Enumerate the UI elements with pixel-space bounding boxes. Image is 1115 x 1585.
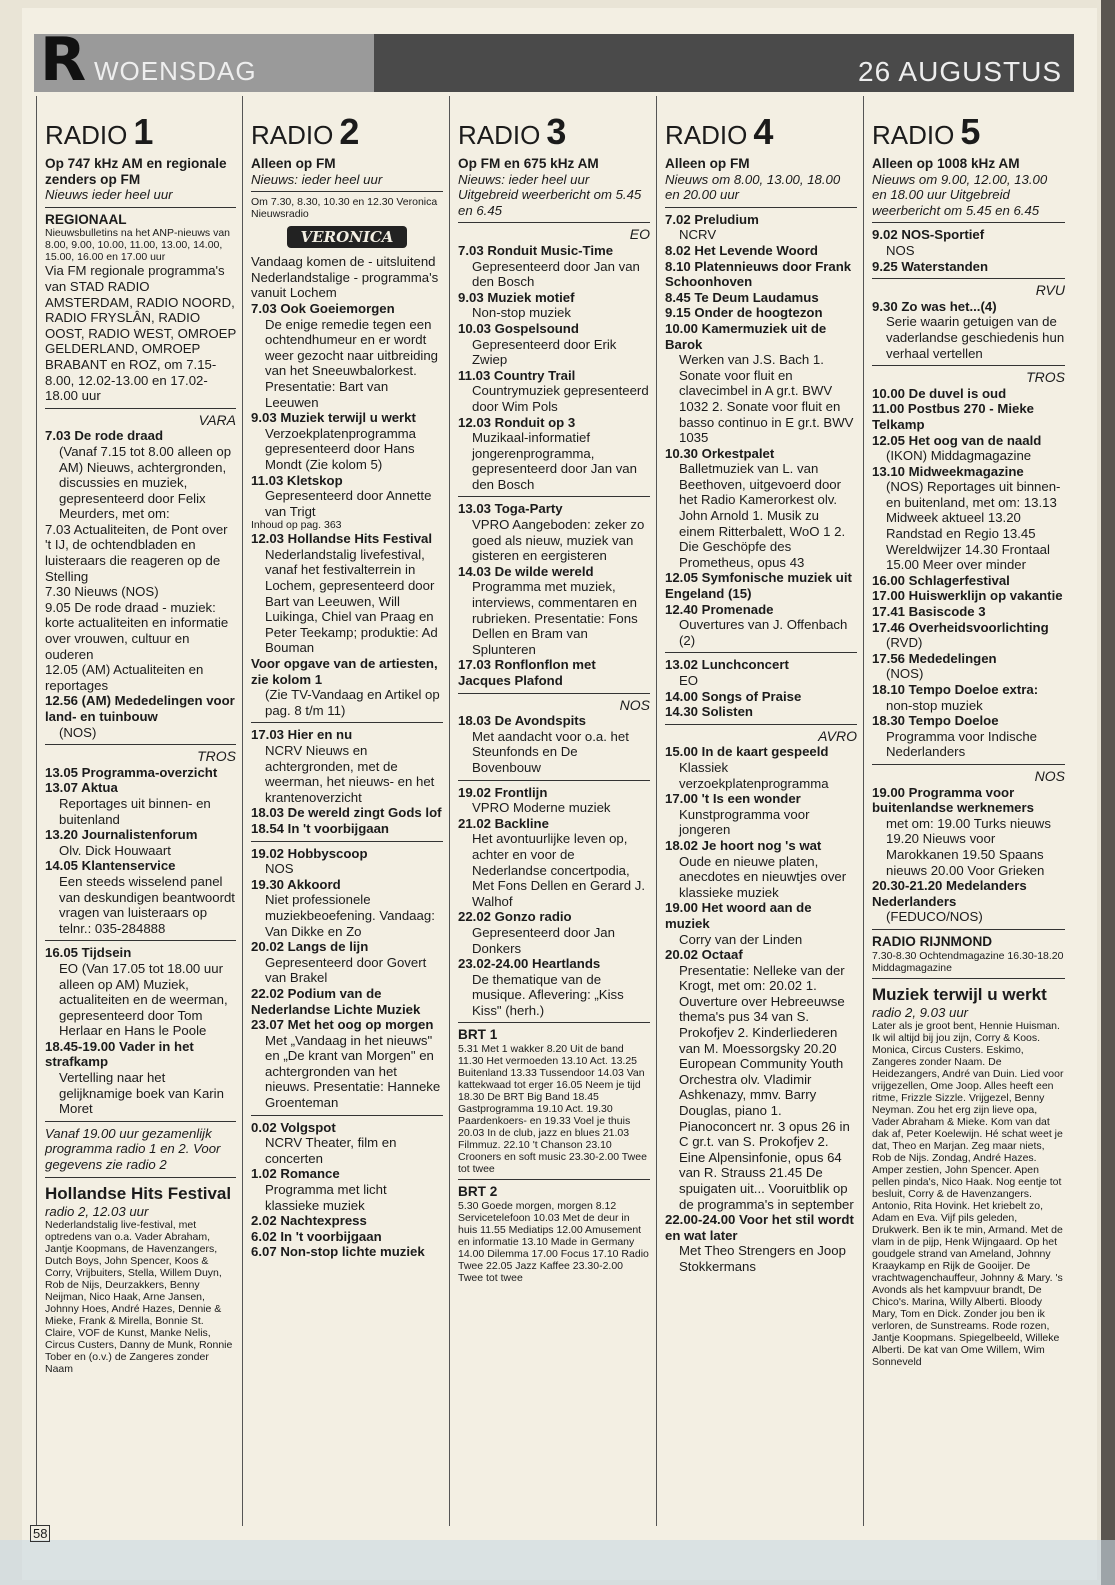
program-entry [872,401,1065,432]
program-title: 12.03 Ronduit op 3 [458,414,576,430]
radio-number: 2 [339,111,360,152]
program-description: (NOS) [886,666,924,682]
small-print: 5.31 Met 1 wakker 8.20 Uit de band 11.30 Het vermoeden 13.10 Act. 13.25 Buitenland 13.33 Tussendoor 14.03 Van kattekwaad tot erger 16.05 Neem je tijd 18.30 De BRT Big Band 18.45 Gastprogramma 19.10 Act. 19.30 Paardenkoers- en 19.33 Voel je thuis 20.03 In de club, jazz en blues 21.03 Filmmuz. 22.10 't Chanson 23.10 Crooners en soft music 23.30-2.00 Twee tot twee [458,1043,647,1176]
program-entry [872,604,1065,620]
program-title: 15.00 In de kaart gespeeld [665,744,829,760]
program-description: Een steeds wisselend panel van deskundigen beantwoordt vragen van luisteraars op telnr.: 035-284888 [59,873,235,936]
feature-title: Muziek terwijl u werkt [872,984,1047,1004]
program-entry [251,805,443,821]
news-info: radio 2, 12.03 uur [45,1203,149,1219]
program-entry [251,1229,443,1245]
program-entry [251,1166,443,1213]
broadcaster-label: NOS [1034,767,1065,784]
program-title: 9.02 NOS-Sportief [872,227,985,243]
program-title: 13.03 Toga-Party [458,501,563,517]
divider [872,278,1065,279]
news-info: Vanaf 19.00 uur gezamenlijk programma radio 1 en 2. Voor gegevens zie radio 2 [45,1125,221,1173]
program-entry [872,713,1065,760]
program-entry [458,564,650,658]
program-description: Vertelling naar het gelijknamige boek van Karin Moret [59,1070,224,1117]
day-header [34,25,1074,95]
program-entry [665,305,857,321]
radio-3-listings [458,156,650,1284]
program-title: 8.10 Platennieuws door Frank Schoonhoven [665,258,852,290]
program-entry [665,259,857,290]
divider [872,764,1065,765]
program-entry [458,713,650,775]
radio-4-listings [665,156,857,1275]
program-title: 6.07 Non-stop lichte muziek [251,1244,425,1260]
program-description: non-stop muziek [886,697,983,713]
program-title: 13.10 Midweekmagazine [872,463,1024,479]
program-title: 17.00 Huiswerklijn op vakantie [872,588,1063,604]
program-title: 22.02 Podium van de Nederlandse Lichte Muziek [251,985,421,1017]
divider [458,496,650,497]
program-entry [872,878,1065,925]
program-entry [665,602,857,649]
program-description: Klassiek verzoekplatenprogramma [679,759,829,791]
radio-1-listings [45,156,236,1375]
radio-5-listings [872,156,1065,1368]
program-entry [45,827,236,858]
program-description: Balletmuziek van L. van Beethoven, uitgevoerd door het Radio Kamerorkest olv. John Arnold 1. Musik zu einem Ritterbalett, WoO 1 2. Die Geschöpfe des Prometheus, opus 43 [679,461,846,570]
program-entry [458,368,650,415]
news-info: Nieuws: ieder heel uur Uitgebreid weerbericht om 5.45 en 6.45 [458,171,642,218]
radio-number: 3 [546,111,567,152]
radio-1-column [36,96,243,1526]
program-description: Gepresenteerd door Govert van Brakel [265,954,427,986]
broadcaster-label: NOS [619,696,650,713]
page-number: 58 [30,1525,50,1542]
program-entry [665,321,857,446]
divider [458,780,650,781]
radio-label: RADIO [45,120,128,150]
divider [45,1177,236,1178]
news-info: radio 2, 9.03 uur [872,1004,969,1020]
program-title: 18.02 Je hoort nog 's wat [665,837,822,853]
program-description: Verzoekplatenprogramma gepresenteerd door Hans Mondt (Zie kolom 5) [265,425,417,472]
program-title: 13.05 Programma-overzicht [45,764,218,780]
divider [458,222,650,223]
program-title: 10.03 Gospelsound [458,320,579,336]
program-entry [251,531,443,656]
small-print: 5.30 Goede morgen, morgen 8.12 Servicetelefoon 10.03 Met de deur in huis 11.55 Mediatips 12.00 Amusement en informatie 13.10 Made in Germany 14.00 Dilemma 17.00 Focus 17.10 Radio Twee 22.05 Jazz Kaffee 23.30-2.00 Twee tot twee [458,1199,649,1284]
program-title: 20.30-21.20 Medelanders Nederlanders [872,878,1027,909]
program-entry [665,570,857,601]
program-entry [872,227,1065,258]
program-description: EO (Van 17.05 tot 18.00 uur alleen op AM) Muziek, actualiteiten en de weerman, gepresenteerd door Tom Herlaar en Hans le Poole [59,960,228,1039]
program-title: 19.00 Het woord aan de muziek [665,900,812,931]
program-entry [45,1039,236,1117]
program-entry [458,909,650,956]
divider [872,222,1065,223]
program-title: 17.03 Hier en nu [251,727,353,743]
program-title: 19.02 Frontlijn [458,784,548,800]
listing-text: Vandaag komen de - uitsluitend Nederlandstalige - programma's vanuit Lochem [251,254,439,301]
program-title: 10.00 De duvel is oud [872,385,1007,401]
divider [458,693,650,694]
program-title: 8.45 Te Deum Laudamus [665,289,819,305]
divider [45,744,236,745]
program-entry [665,704,857,720]
program-title: 17.03 Ronflonflon met Jacques Plafond [458,657,596,688]
program-title: 16.00 Schlagerfestival [872,572,1010,588]
broadcaster-label: EO [629,226,650,243]
radio-4-column [657,96,864,1526]
small-print: Inhoud op pag. 363 [251,519,342,532]
program-entry [665,446,857,571]
program-title: 18.10 Tempo Doeloe extra: [872,682,1039,697]
program-entry [665,838,857,900]
program-title: 18.54 In 't voorbijgaan [251,820,389,836]
divider [251,722,443,723]
program-entry [665,744,857,791]
program-title: Voor opgave van de artiesten, zie kolom 1 [251,656,438,687]
program-title: 18.45-19.00 Vader in het strafkamp [45,1038,194,1070]
divider [251,1115,443,1116]
divider [251,841,443,842]
program-entry [458,785,650,816]
listing-text: 12.05 (AM) Actualiteiten en reportages [45,662,204,693]
frequency-info: Alleen op FM [251,156,336,171]
page-edge [1101,0,1115,1585]
program-description: (RVD) [886,635,923,651]
radio-2-listings [251,156,443,1260]
program-description: Muzikaal-informatief jongerenprogramma, gepresenteerd door Jan van den Bosch [472,430,637,492]
program-entry [45,693,236,740]
divider [45,408,236,409]
program-entry [872,651,1065,682]
program-description: Met Theo Strengers en Joop Stokkermans [679,1243,846,1274]
divider [251,191,443,192]
program-entry [665,900,857,947]
program-title: 7.03 Ook Goeiemorgen [251,300,395,316]
radio-number: 5 [960,111,981,152]
program-entry [665,1212,857,1274]
broadcaster-label: TROS [1026,369,1065,386]
radio-label: RADIO [251,120,334,150]
program-title: 23.02-24.00 Heartlands [458,956,601,972]
program-entry [458,657,650,688]
news-info: Nieuws ieder heel uur [45,187,173,203]
program-title: 12.05 Het oog van de naald [872,432,1042,448]
program-entry [458,956,650,1018]
program-title: 13.07 Aktua [45,780,118,796]
program-description: Serie waarin getuigen van de vaderlandse geschiedenis hun verhaal vertellen [886,314,1065,361]
program-title: 8.02 Het Levende Woord [665,242,818,258]
program-title: 7.03 Ronduit Music-Time [458,242,614,258]
program-title: 2.02 Nachtexpress [251,1213,367,1229]
program-title: 12.40 Promenade [665,601,774,617]
program-description: (NOS) [59,724,97,740]
program-title: 7.02 Preludium [665,211,759,227]
program-title: 18.03 De Avondspits [458,713,587,729]
program-description: Programma met muziek, interviews, commentaren en rubrieken. Presentatie: Fons Dellen en Bram van Splunteren [472,579,638,657]
program-title: 10.30 Orkestpalet [665,445,775,461]
program-title: 17.41 Basiscode 3 [872,604,986,620]
program-description: VPRO Moderne muziek [472,800,611,816]
program-entry [872,299,1065,361]
frequency-info: BRT 1 [458,1027,498,1043]
news-info: Nieuws om 9.00, 12.00, 13.00 en 18.00 uur Uitgebreid weerbericht om 5.45 en 6.45 [872,171,1048,218]
date-label: 26 AUGUSTUS [858,56,1062,87]
divider [665,652,857,653]
background-strip [0,1540,1115,1585]
listing-text: 7.30 Nieuws (NOS) [45,584,159,600]
program-entry [45,765,236,781]
program-entry [251,986,443,1017]
broadcaster-label: VARA [198,411,236,428]
program-entry [872,464,1065,573]
radio-label: RADIO [458,120,541,150]
program-description: NCRV Nieuws en achtergronden, met de weerman, het nieuws- en het krantenoverzicht [265,743,435,805]
program-description: VPRO Aangeboden: zeker zo goed als nieuw, muziek van gisteren en eergisteren [472,517,645,564]
program-entry [45,780,236,827]
radio-5-heading [872,96,1065,156]
program-entry [458,816,650,910]
program-entry [251,1120,443,1167]
program-title: 19.30 Akkoord [251,876,341,892]
program-description: NOS [265,861,294,877]
program-description: NOS [886,242,915,258]
radio-2-column [243,96,450,1526]
program-entry [872,588,1065,604]
program-title: 14.05 Klantenservice [45,858,176,874]
small-print: Nieuwsbulletins na het ANP-nieuws van 8.00, 9.00, 10.00, 11.00, 13.00, 14.00, 15.00, 16.00 en 17.00 uur [45,227,231,264]
divider [665,207,857,208]
program-entry [251,656,443,718]
radio-2-heading [251,96,443,156]
program-title: 17.46 Overheidsvoorlichting [872,619,1049,635]
program-title: 17.56 Mededelingen [872,650,997,666]
program-entry [872,785,1065,879]
program-entry [872,682,1065,713]
program-title: 9.30 Zo was het...(4) [872,298,997,314]
program-entry [872,386,1065,402]
program-entry [251,821,443,837]
program-description: Met „Vandaag in het nieuws" en „De krant van Morgen" en achtergronden van het nieuws. Presentatie: Hanneke Groenteman [265,1032,441,1111]
program-entry [251,473,443,520]
broadcaster-label: RVU [1035,282,1065,299]
program-description: De enige remedie tegen een ochtendhumeur en er wordt weer gezocht naar uitbreiding van het Sneeuwbalorkest. Presentatie: Bart van Leeuwen [265,316,439,410]
radio-label: RADIO [872,120,955,150]
program-title: 9.03 Muziek motief [458,289,575,305]
program-description: EO [679,673,699,688]
program-entry [665,947,857,1212]
program-title: 6.02 In 't voorbijgaan [251,1228,382,1244]
program-description: Programma met licht klassieke muziek [265,1182,387,1213]
program-title: 22.02 Gonzo radio [458,909,572,925]
program-title: 18.30 Tempo Doeloe [872,713,999,729]
program-description: (Vanaf 7.15 tot 8.00 alleen op AM) Nieuws, achtergronden, discussies en muziek, gepresenteerd door Felix Meurders, met om: [59,443,232,522]
program-title: 13.02 Lunchconcert [665,657,789,673]
program-entry [872,259,1065,275]
divider [458,1022,650,1023]
program-entry [45,428,236,522]
program-entry [45,945,236,1039]
broadcaster-label: AVRO [818,727,857,744]
divider [665,724,857,725]
radio-5-column [864,96,1071,1526]
radio-columns [36,96,1071,1526]
program-description: Gepresenteerd door Jan Donkers [472,924,615,956]
divider [872,929,1065,930]
program-entry [665,290,857,306]
program-title: 23.07 Met het oog op morgen [251,1017,434,1033]
program-entry [872,433,1065,464]
program-entry [251,877,443,939]
program-entry [251,410,443,472]
divider [872,978,1065,979]
program-description: met om: 19.00 Turks nieuws 19.20 Nieuws voor Marokkanen 19.50 Spaans nieuws 20.00 Voor Grieken [886,815,1051,878]
program-title: 21.02 Backline [458,815,549,831]
program-title: 11.00 Postbus 270 - Mieke Telkamp [872,401,1034,432]
program-title: 14.03 De wilde wereld [458,563,594,579]
program-title: 1.02 Romance [251,1166,340,1182]
small-print: Om 7.30, 8.30, 10.30 en 12.30 Veronica Nieuwsradio [251,196,438,221]
radio-3-column [450,96,657,1526]
listing-text: 9.05 De rode draad - muziek: korte actualiteiten en informatie over vrouwen, cultuur en ouderen [45,599,229,662]
program-entry [251,1244,443,1260]
radio-1-heading [45,96,236,156]
frequency-info: Alleen op FM [665,156,750,171]
program-description: (FEDUCO/NOS) [886,909,983,925]
program-entry [665,689,857,705]
news-info: Nieuws: ieder heel uur [251,171,383,187]
program-entry [665,657,857,688]
program-title: 20.02 Langs de lijn [251,939,369,955]
listing-text: Via FM regionale programma's van STAD RADIO AMSTERDAM, RADIO NOORD, RADIO FRYSLÂN, RADIO OOST, RADIO WEST, OMROEP GELDERLAND, OMROEP BRABANT en ROZ, om 7.15-8.00, 12.02-13.00 en 17.02-18.00 uur [45,263,236,404]
program-entry [251,1213,443,1229]
program-description: Reportages uit binnen- en buitenland [59,795,211,827]
feature-title: Hollandse Hits Festival [45,1183,232,1203]
program-title: 11.03 Country Trail [458,367,576,383]
divider [45,1121,236,1122]
divider [872,365,1065,366]
program-description: Nederlandstalig livefestival, vanaf het festivalterrein in Lochem, gepresenteerd door Bart van Leeuwen, Will Luikinga, Chiel van Praag en Peter Teekamp; produktie: Ad Bouman [265,546,438,656]
small-print: Nederlandstalig live-festival, met optredens van o.a. Vader Abraham, Jantje Koopmans, de Havenzangers, Dutch Boys, John Spencer, Koos & Corry, Vrijbuiters, Stella, Willem Duyn, Rob de Nijs, Deurzakkers, Benny Neijman, Nico Haak, Arne Jansen, Johnny Hoes, André Hazes, Dennie & Mieke, Frank & Mirella, Bonnie St. Claire, VOF de Kunst, Manke Nelis, Circus Custers, Danny de Munk, Ronnie Tober en (o.v.) de Zangeres zonder Naam [45,1219,233,1376]
program-entry [665,212,857,243]
program-entry [458,243,650,290]
radio-number: 1 [133,111,154,152]
section-letter: R [40,25,87,95]
program-description: Oude en nieuwe platen, anecdotes en nieuwtjes over klassieke muziek [679,853,847,900]
program-description: Gepresenteerd door Jan van den Bosch [472,258,640,290]
program-title: 9.03 Muziek terwijl u werkt [251,410,416,426]
program-entry [251,1017,443,1111]
program-description: Non-stop muziek [472,305,571,321]
program-entry [458,290,650,321]
program-title: 12.05 Symfonische muziek uit Engeland (15) [665,570,852,602]
program-title: 17.00 't Is een wonder [665,791,801,807]
program-description: Niet professionele muziekbeoefening. Vandaag: Van Dikke en Zo [265,892,435,939]
program-title: 16.05 Tijdsein [45,945,132,961]
program-title: 18.03 De wereld zingt Gods lof [251,805,442,821]
program-entry [872,620,1065,651]
program-description: (NOS) Reportages uit binnen- en buitenland, met om: 13.13 Midweek aktueel 13.20 Randstad en Regio 13.45 Wereldwijzer 14.30 Frontaal 15.00 Meer over minder [886,479,1061,573]
news-info: Nieuws om 8.00, 13.00, 18.00 en 20.00 uur [665,171,841,203]
program-title: 0.02 Volgspot [251,1119,336,1135]
program-title: 13.20 Journalistenforum [45,827,198,843]
program-description: Het avontuurlijke leven op, achter en voor de Nederlandse concertpodia, Met Fons Dellen en Gerard J. Walhof [472,831,645,909]
program-title: 20.02 Octaaf [665,947,743,963]
program-entry [251,846,443,877]
frequency-info: RADIO RIJNMOND [872,933,993,949]
program-description: Kunstprogramma voor jongeren [679,806,810,838]
program-description: NCRV [679,227,717,243]
day-label: WOENSDAG [94,56,257,86]
program-description: Programma voor Indische Nederlanders [886,728,1037,760]
program-description: Olv. Dick Houwaart [59,842,171,858]
program-entry [251,939,443,986]
program-entry [665,791,857,838]
program-title: 9.15 Onder de hoogtezon [665,305,823,321]
program-description: Corry van der Linden [679,931,803,947]
program-description: Werken van J.S. Bach 1. Sonate voor fluit en clavecimbel in A gr.t. BWV 1032 2. Sonate voor fluit en basso continuo in E gr.t. BWV 1035 [679,352,854,446]
frequency-info: Alleen op 1008 kHz AM [872,156,1020,171]
radio-4-heading [665,96,857,156]
program-title: 19.02 Hobbyscoop [251,845,368,861]
program-description: (Zie TV-Vandaag en Artikel op pag. 8 t/m 11) [265,687,440,718]
program-description: Countrymuziek gepresenteerd door Wim Pols [472,383,649,414]
program-entry [665,243,857,259]
program-entry [458,501,650,563]
program-title: 11.03 Kletskop [251,472,343,488]
frequency-info: REGIONAAL [45,211,127,227]
program-description: Gepresenteerd door Annette van Trigt [265,488,432,519]
program-title: 12.03 Hollandse Hits Festival [251,531,433,547]
frequency-info: BRT 2 [458,1184,498,1200]
program-title: 14.30 Solisten [665,704,753,720]
small-print: 7.30-8.30 Ochtendmagazine 16.30-18.20 Middagmagazine [872,949,1064,974]
program-title: 14.00 Songs of Praise [665,688,802,704]
program-title: 22.00-24.00 Voor het stil wordt en wat later [665,1212,854,1243]
program-entry [251,301,443,410]
program-description: Ouvertures van J. Offenbach (2) [679,617,848,648]
small-print: Later als je groot bent, Hennie Huisman. Ik wil altijd bij jou zijn, Corry & Koos. Monica, Circus Custers. Eskimo, Zangeres zonder Naam. De Heidezangers, André van Duin. Lied voor vrijgezellen, Ome Joop. Alles heeft een ritme, Frizzle Sizzle. Vrijgezel, Benny Neyman. Zou het erg zijn lieve opa, Vader Abraham & Mieke. Kom van dat dak af, Peter Koelewijn. Hé schat weet je dat, Theo en Marjan. Zeg maar niets, Rob de Nijs. Zondag, André Hazes. Amper zestien, John Spencer. Apen pellen pinda's, Nico Haak. Nog eentje tot besluit, Corry & de Havenzangers. Antonio, Rita Hovink. Het kriebelt zo, Adam en Eva. Vijf pils geleden, Drukwerk. Ben ik te min, Armand. Met de vlam in de pijp, Henk Wijngaard. Op het goudgele strand van Ameland, Johnny Kraaykamp en Rijk de Gooijer. De vrachtwagenchauffeur, Johnny & Mary. 's Avonds als het kampvuur brandt, De Chico's. Marina, Willy Alberti. Bloody Mary, Tom en Dick. Zonder jou ben ik verloren, de Sunstreams. Rode rozen, Jantje Koopmans. Spiegelbeeld, Willeke Alberti. De kat van Ome Willem, Wim Sonneveld [872,1020,1064,1369]
program-title: 10.00 Kamermuziek uit de Barok [665,320,827,352]
broadcaster-label: TROS [197,748,236,765]
listing-text: 7.03 Actualiteiten, de Pont over 't IJ, de ochtendbladen en luisteraars die reageren op de Stelling [45,521,228,584]
program-entry [872,573,1065,589]
program-description: Presentatie: Nelleke van der Krogt, met om: 20.02 1. Ouverture over Hebreeuwse thema's pus 34 van S. Prokofjev 2. Kinderliederen van M. Moessorgsky 20.20 European Community Youth Orchestra olv. Vladimir Ashkenazy, mmv. Barry Douglas, piano 1. Pianoconcert nr. 3 opus 26 in C gr.t. van S. Prokofjev 2. Eine Alpensinfonie, opus 64 van R. Strauss 21.45 De spuigaten uit... Vooruitblik op de programma's in september [679,962,854,1212]
radio-3-heading [458,96,650,156]
radio-label: RADIO [665,120,748,150]
program-description: De thematique van de musique. Aflevering: „Kiss Kiss" (herh.) [472,971,624,1018]
program-description: (IKON) Middagmagazine [886,448,1032,464]
program-entry [458,415,650,493]
program-entry [251,727,443,805]
divider [45,207,236,208]
program-description: Met aandacht voor o.a. het Steunfonds en De Bovenbouw [472,728,629,775]
radio-number: 4 [753,111,774,152]
program-description: Gepresenteerd door Erik Zwiep [472,336,617,368]
program-description: NCRV Theater, film en concerten [265,1135,397,1166]
program-title: 9.25 Waterstanden [872,258,989,274]
frequency-info: Op 747 kHz AM en regionale zenders op FM [45,156,227,187]
program-title: 12.56 (AM) Mededelingen voor land- en tuinbouw [45,693,235,724]
program-entry [458,321,650,368]
program-entry [45,858,236,936]
divider [458,1179,650,1180]
divider [45,940,236,941]
frequency-info: Op FM en 675 kHz AM [458,156,599,171]
program-title: 7.03 De rode draad [45,428,164,444]
veronica-logo: VERONICA [287,226,407,248]
program-title: 19.00 Programma voor buitenlandse werknemers [872,784,1034,816]
